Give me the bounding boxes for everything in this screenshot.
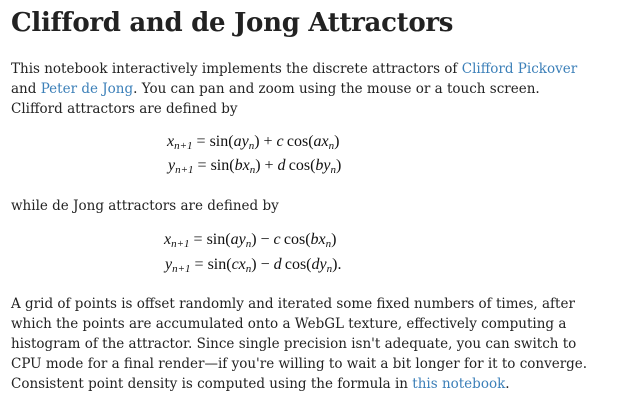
closing-paragraph <box>11 294 621 394</box>
page-title: Clifford and de Jong Attractors <box>11 8 454 38</box>
closing-line: A grid of points is offset randomly and iterated some fixed numbers of times, after <box>11 296 575 312</box>
closing-last-suffix: . <box>505 376 510 392</box>
intro-paragraph <box>11 59 621 119</box>
closing-last-prefix: Consistent point density is computed using the formula in <box>11 376 413 392</box>
closing-line: CPU mode for a final render—if you're willing to wait a bit longer for it to converge. <box>11 356 588 372</box>
closing-line: which the points are accumulated onto a WebGL texture, effectively computing a <box>11 316 567 332</box>
dejong-equation-x: $x_{n+1} = \sin(ay_n) - c$ $\cos(bx_n)$ <box>164 231 337 250</box>
closing-line: histogram of the attractor. Since single precision isn't adequate, you can switch to <box>11 336 577 352</box>
intro-text-2: and <box>11 81 41 97</box>
this-notebook-link[interactable]: this notebook <box>412 376 506 392</box>
intro-text-3: . You can pan and zoom using the mouse or a touch screen. <box>133 81 540 97</box>
dejong-equation-y: $y_{n+1} = \sin(cx_n) - d$ $\cos(dy_n)$. <box>165 256 342 275</box>
clifford-equation-x: $x_{n+1} = \sin(ay_n) + c$ $\cos(ax_n)$ <box>167 133 340 152</box>
peter-de-jong-link[interactable]: Peter de Jong <box>40 81 134 97</box>
intro-text-1: This notebook interactively implements the discrete attractors of <box>11 61 462 77</box>
intro-text-4: Clifford attractors are defined by <box>11 101 238 117</box>
clifford-pickover-link[interactable]: Clifford Pickover <box>461 61 578 77</box>
dejong-intro-text: while de Jong attractors are defined by <box>11 198 279 214</box>
clifford-equation-y: $y_{n+1} = \sin(bx_n) + d$ $\cos(by_n)$ <box>168 157 342 176</box>
